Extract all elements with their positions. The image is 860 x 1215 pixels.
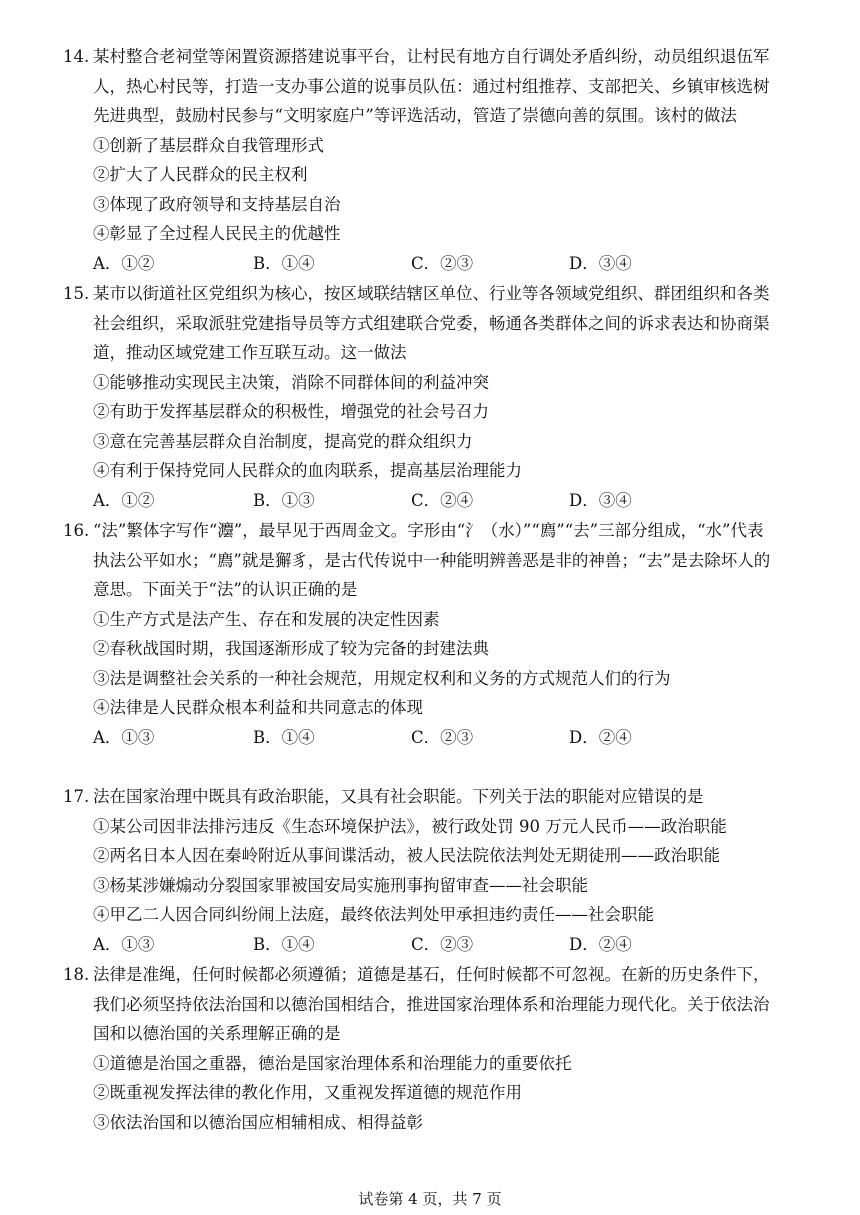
question-16 [63,516,813,752]
answer-choices [63,930,813,960]
statement-option: ①生产方式是法产生、存在和发展的决定性因素 [93,609,440,629]
statement-option: ④法律是人民群众根本利益和共同意志的体现 [93,698,423,717]
choice-d[interactable]: D．③④ [569,490,632,510]
statement-option: ①某公司因非法排污违反《生态环境保护法》，被行政处罚 90 万元人民币——政治职能 [93,816,727,836]
choice-a[interactable]: A．①③ [93,934,155,954]
statement-option: ②春秋战国时期，我国逐渐形成了较为完备的封建法典 [93,639,489,658]
question-stem-line: 国和以德治国的关系理解正确的是 [93,1024,341,1043]
page-footer: 试卷第 4 页，共 7 页 [358,1190,502,1208]
question-stem-line: 18. 法律是准绳，任何时候都必须遵循；道德是基石，任何时候都不可忽视。在新的历史条件下， [63,960,813,990]
choice-d[interactable]: D．③④ [569,253,632,273]
choice-a[interactable]: A．①② [93,253,155,273]
choice-c[interactable]: C．②③ [411,934,474,954]
choice-d[interactable]: D．②④ [569,934,632,954]
question-stem-line: 道，推动区域党建工作互联互动。这一做法 [93,343,407,362]
answer-choices [63,486,813,516]
choice-c[interactable]: C．②④ [411,490,474,510]
question-stem-line: 16. “法”繁体字写作“灋”，最早见于西周金文。字形由“氵（水）”“廌”“去”三部分组成，“水”代表 [63,516,813,546]
choice-d[interactable]: D．②④ [569,727,632,747]
statement-option: ③意在完善基层群众自治制度，提高党的群众组织力 [93,431,473,451]
choice-b[interactable]: B．①④ [253,727,315,747]
choice-b[interactable]: B．①④ [253,253,315,273]
statement-option: ④彰显了全过程人民民主的优越性 [93,224,341,243]
statement-option: ③依法治国和以德治国应相辅相成、相得益彰 [93,1112,423,1132]
statement-option: ④甲乙二人因合同纠纷闹上法庭，最终依法判处甲承担违约责任——社会职能 [93,905,654,924]
statement-option: ①创新了基层群众自我管理形式 [93,135,324,155]
question-number: 16. [63,521,90,540]
question-15 [63,279,813,515]
statement-option: ③法是调整社会关系的一种社会规范，用规定权利和义务的方式规范人们的行为 [93,668,671,688]
statement-option: ①能够推动实现民主决策，消除不同群体间的利益冲突 [93,372,489,392]
statement-option: ③杨某涉嫌煽动分裂国家罪被国安局实施刑事拘留审查——社会职能 [93,875,588,895]
question-stem-line: 我们必须坚持依法治国和以德治国相结合，推进国家治理体系和治理能力现代化。关于依法治 [93,994,770,1014]
question-stem-line: 先进典型，鼓励村民参与“文明家庭户”等评选活动，管造了崇德向善的氛围。该村的做法 [93,106,737,125]
statement-option: ③体现了政府领导和支持基层自治 [93,194,341,214]
question-stem-line: 14. 某村整合老祠堂等闲置资源搭建说事平台，让村民有地方自行调处矛盾纠纷，动员组织退伍军 [63,42,813,72]
question-17 [63,782,813,959]
statement-option: ①道德是治国之重器，德治是国家治理体系和治理能力的重要依托 [93,1053,572,1073]
choice-a[interactable]: A．①② [93,490,155,510]
question-stem-line: 人，热心村民等，打造一支办事公道的说事员队伍：通过村组推荐、支部把关、乡镇审核选树 [93,76,770,96]
question-stem-line: 执法公平如水；“廌”就是獬豸，是古代传说中一种能明辨善恶是非的神兽；“去”是去除坏人的 [93,550,771,570]
question-stem-line: 社会组织，采取派驻党建指导员等方式组建联合党委，畅通各类群体之间的诉求表达和协商渠 [93,313,770,333]
statement-option: ②两名日本人因在秦岭附近从事间谍活动，被人民法院依法判处无期徒刑——政治职能 [93,846,720,865]
statement-option: ②扩大了人民群众的民主权利 [93,165,308,184]
statement-option: ④有利于保持党同人民群众的血肉联系，提高基层治理能力 [93,461,522,480]
question-number: 18. [63,965,90,984]
choice-b[interactable]: B．①③ [253,490,315,510]
choice-b[interactable]: B．①④ [253,934,315,954]
question-number: 14. [63,47,90,66]
choice-c[interactable]: C．②③ [411,727,474,747]
question-stem-line: 意思。下面关于“法”的认识正确的是 [93,580,358,599]
choice-a[interactable]: A．①③ [93,727,155,747]
question-18 [63,960,813,1137]
statement-option: ②有助于发挥基层群众的积极性，增强党的社会号召力 [93,402,489,421]
choice-c[interactable]: C．②③ [411,253,474,273]
answer-choices [63,723,813,753]
question-stem-line: 15. 某市以街道社区党组织为核心，按区域联结辖区单位、行业等各领域党组织、群团组织和各类 [63,279,813,309]
question-number: 15. [63,284,90,303]
question-stem-line: 17. 法在国家治理中既具有政治职能，又具有社会职能。下列关于法的职能对应错误的是 [63,782,813,812]
statement-option: ②既重视发挥法律的教化作用，又重视发挥道德的规范作用 [93,1083,522,1102]
question-14 [63,42,813,278]
question-number: 17. [63,787,90,806]
answer-choices [63,249,813,279]
